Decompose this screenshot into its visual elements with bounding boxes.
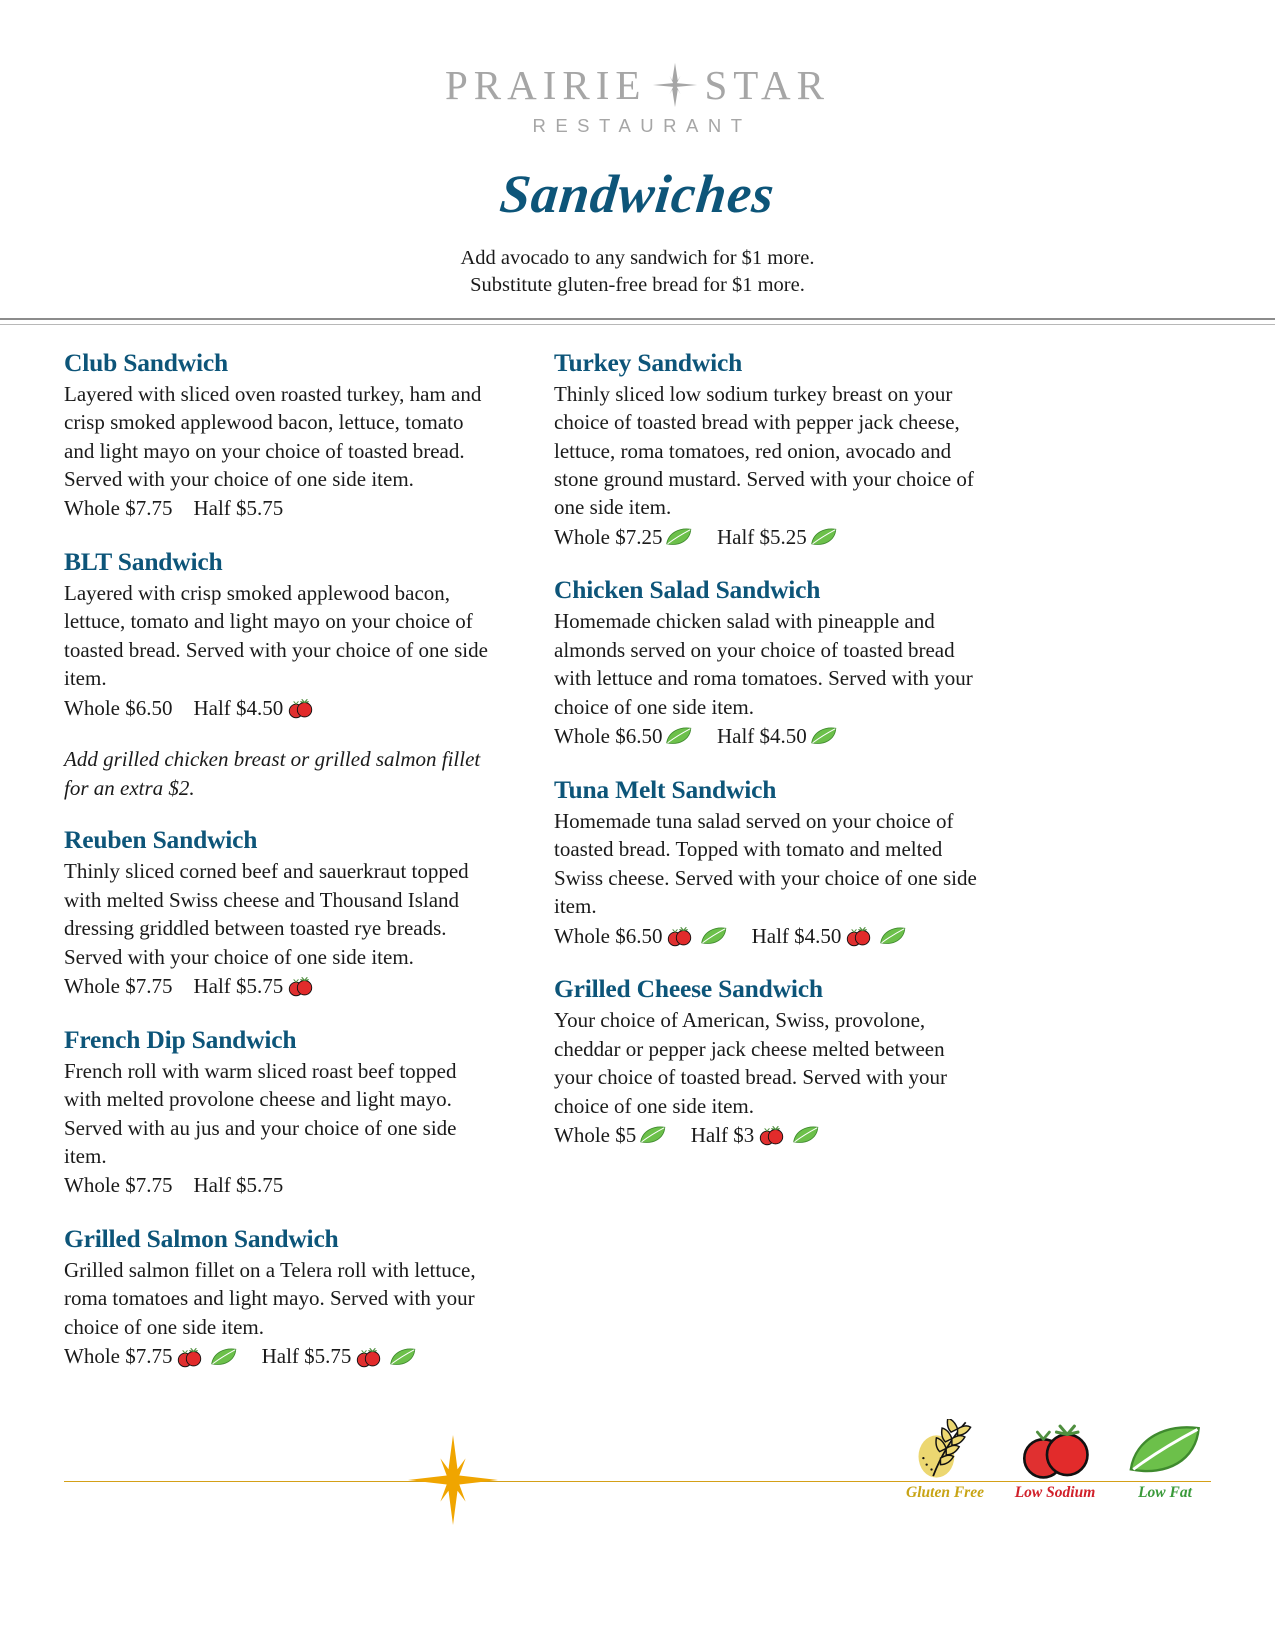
logo-subtitle: RESTAURANT bbox=[532, 115, 752, 136]
leaf-low-fat-icon bbox=[810, 725, 838, 747]
price-separator bbox=[172, 1170, 193, 1200]
menu-column-right bbox=[554, 347, 984, 1173]
menu-item-price-line bbox=[554, 921, 984, 951]
menu-item-price-line bbox=[554, 721, 984, 751]
menu-item-price-line bbox=[554, 522, 984, 552]
price-separator bbox=[241, 1341, 262, 1371]
legend-label: Low Sodium bbox=[1014, 1484, 1096, 1501]
leaf-low-fat-icon bbox=[389, 1346, 417, 1368]
menu-item bbox=[554, 347, 984, 553]
price-whole: Whole $7.25 bbox=[554, 524, 663, 549]
menu-item-description: Homemade tuna salad served on your choice of toasted bread. Topped with tomato and melted Swiss cheese. Served with your choice of one side item. bbox=[554, 808, 977, 919]
legend-label: Low Fat bbox=[1138, 1484, 1192, 1501]
price-half: Half $4.50 bbox=[193, 695, 284, 720]
price-separator bbox=[670, 1120, 691, 1150]
header-divider bbox=[0, 318, 1275, 325]
menu-header bbox=[0, 0, 1275, 300]
star-burst-icon bbox=[652, 62, 698, 108]
price-half: Half $3 bbox=[690, 1122, 755, 1147]
menu-item bbox=[64, 1223, 494, 1372]
leaf-low-fat-icon bbox=[810, 526, 838, 548]
menu-item bbox=[554, 973, 984, 1150]
page-title: Sandwiches bbox=[497, 164, 778, 224]
price-whole: Whole $7.75 bbox=[64, 974, 173, 999]
tomato-low-sodium-icon bbox=[844, 925, 873, 947]
legend-label: Gluten Free bbox=[906, 1484, 984, 1501]
leaf-low-fat-icon bbox=[665, 526, 693, 548]
menu-item-description: Layered with sliced oven roasted turkey, ham and crisp smoked applewood bacon, lettuce, tomato and light mayo on your choice of toasted bread. Served with your choice of one side item. bbox=[64, 381, 482, 491]
menu-item-description: Homemade chicken salad with pineapple and almonds served on your choice of toasted bread with lettuce and roma tomatoes. Served with your choice of one side item. bbox=[554, 609, 973, 719]
price-whole: Whole $6.50 bbox=[64, 695, 173, 720]
tomato-low-sodium-icon bbox=[1015, 1419, 1096, 1481]
price-whole: Whole $6.50 bbox=[554, 923, 663, 948]
menu-item-name: Club Sandwich bbox=[64, 347, 228, 377]
price-whole: Whole $7.75 bbox=[64, 1173, 173, 1198]
menu-add-protein-note: Add grilled chicken breast or grilled salmon fillet for an extra $2. bbox=[64, 747, 481, 800]
tomato-low-sodium-icon bbox=[286, 975, 315, 997]
price-separator bbox=[696, 721, 717, 751]
menu-item-price-line bbox=[64, 493, 494, 523]
price-half: Half $5.25 bbox=[716, 524, 807, 549]
leaf-low-fat-icon bbox=[700, 925, 728, 947]
price-whole: Whole $7.75 bbox=[64, 1344, 173, 1369]
price-half: Half $4.50 bbox=[716, 724, 807, 749]
tomato-low-sodium-icon bbox=[757, 1124, 786, 1146]
menu-item-description: Thinly sliced low sodium turkey breast on your choice of toasted bread with pepper jack cheese, lettuce, roma tomatoes, red onion, avocado and stone ground mustard. Served with your choice of one side item. bbox=[554, 381, 974, 520]
menu-item-name: Tuna Melt Sandwich bbox=[554, 774, 777, 804]
logo-word-prairie: PRAIRIE bbox=[445, 61, 647, 108]
price-half: Half $4.50 bbox=[751, 923, 842, 948]
price-separator bbox=[172, 971, 193, 1001]
leaf-low-fat-icon bbox=[792, 1124, 820, 1146]
menu-item-price-line bbox=[64, 971, 494, 1001]
price-whole: Whole $6.50 bbox=[554, 724, 663, 749]
menu-item-description: Layered with crisp smoked applewood bacon, lettuce, tomato and light mayo on your choice of toasted bread. Served with your choice of one side item. bbox=[64, 581, 488, 691]
legend-icon-wrap bbox=[1119, 1407, 1211, 1481]
tomato-low-sodium-icon bbox=[354, 1346, 383, 1368]
header-note-avocado: Add avocado to any sandwich for $1 more. bbox=[460, 247, 815, 269]
menu-item bbox=[64, 347, 494, 524]
star-burst-icon bbox=[408, 1435, 498, 1525]
menu-column-left bbox=[64, 347, 494, 1394]
price-whole: Whole $5 bbox=[554, 1122, 637, 1147]
menu-item-price-line bbox=[64, 1170, 494, 1200]
menu-item-description: French roll with warm sliced roast beef topped with melted provolone cheese and light mayo. Served with au jus and your choice of one side item. bbox=[64, 1058, 457, 1168]
menu-item-price-line bbox=[64, 1341, 494, 1371]
menu-item-description: Thinly sliced corned beef and sauerkraut topped with melted Swiss cheese and Thousand Island dressing griddled between toasted rye breads. Served with your choice of one side item. bbox=[64, 859, 469, 969]
leaf-low-fat-icon bbox=[665, 725, 693, 747]
tomato-low-sodium-icon bbox=[286, 697, 315, 719]
price-half: Half $5.75 bbox=[193, 974, 284, 999]
header-note-gluten-free: Substitute gluten-free bread for $1 more. bbox=[470, 274, 805, 297]
menu-item-price-line bbox=[554, 1120, 984, 1150]
legend-icon-wrap bbox=[899, 1407, 991, 1481]
leaf-low-fat-icon bbox=[879, 925, 907, 947]
menu-item bbox=[64, 824, 494, 1001]
price-whole: Whole $7.75 bbox=[64, 496, 173, 521]
menu-item-price-line bbox=[64, 693, 494, 723]
legend-item bbox=[1119, 1407, 1211, 1502]
menu-item-name: Reuben Sandwich bbox=[64, 825, 258, 855]
menu-columns bbox=[0, 325, 1275, 1394]
menu-footer bbox=[0, 1419, 1275, 1539]
menu-item bbox=[554, 574, 984, 751]
price-half: Half $5.75 bbox=[193, 1173, 284, 1198]
menu-item bbox=[64, 546, 494, 723]
restaurant-logo bbox=[445, 62, 830, 137]
divider-thick bbox=[0, 318, 1275, 320]
menu-item-name: French Dip Sandwich bbox=[64, 1024, 297, 1054]
menu-item-description: Your choice of American, Swiss, provolone, cheddar or pepper jack cheese melted between your choice of toasted bread. Served with your choice of one side item. bbox=[554, 1008, 948, 1118]
menu-item bbox=[64, 1024, 494, 1201]
price-separator bbox=[731, 921, 752, 951]
legend-item bbox=[1009, 1407, 1101, 1502]
price-half: Half $5.75 bbox=[193, 496, 284, 521]
tomato-low-sodium-icon bbox=[175, 1346, 204, 1368]
price-half: Half $5.75 bbox=[261, 1344, 352, 1369]
dietary-legend bbox=[899, 1407, 1211, 1502]
menu-item-name: Turkey Sandwich bbox=[554, 347, 743, 377]
menu-item-description: Grilled salmon fillet on a Telera roll with lettuce, roma tomatoes and light mayo. Served with your choice of one side item. bbox=[64, 1257, 476, 1339]
menu-item-name: Chicken Salad Sandwich bbox=[554, 575, 821, 605]
header-notes bbox=[0, 245, 1275, 300]
menu-item-name: Grilled Cheese Sandwich bbox=[554, 974, 823, 1004]
legend-item bbox=[899, 1407, 991, 1502]
tomato-low-sodium-icon bbox=[665, 925, 694, 947]
legend-icon-wrap bbox=[1009, 1407, 1101, 1481]
menu-item bbox=[554, 774, 984, 951]
price-separator bbox=[172, 693, 193, 723]
price-separator bbox=[172, 493, 193, 523]
logo-word-star: STAR bbox=[704, 61, 830, 108]
wheat-gluten-free-icon bbox=[912, 1419, 977, 1481]
leaf-low-fat-icon bbox=[1126, 1419, 1204, 1481]
leaf-low-fat-icon bbox=[639, 1124, 667, 1146]
menu-item-name: BLT Sandwich bbox=[64, 546, 223, 576]
logo-wordmark bbox=[445, 62, 830, 108]
menu-item-name: Grilled Salmon Sandwich bbox=[64, 1223, 339, 1253]
leaf-low-fat-icon bbox=[210, 1346, 238, 1368]
price-separator bbox=[696, 522, 717, 552]
